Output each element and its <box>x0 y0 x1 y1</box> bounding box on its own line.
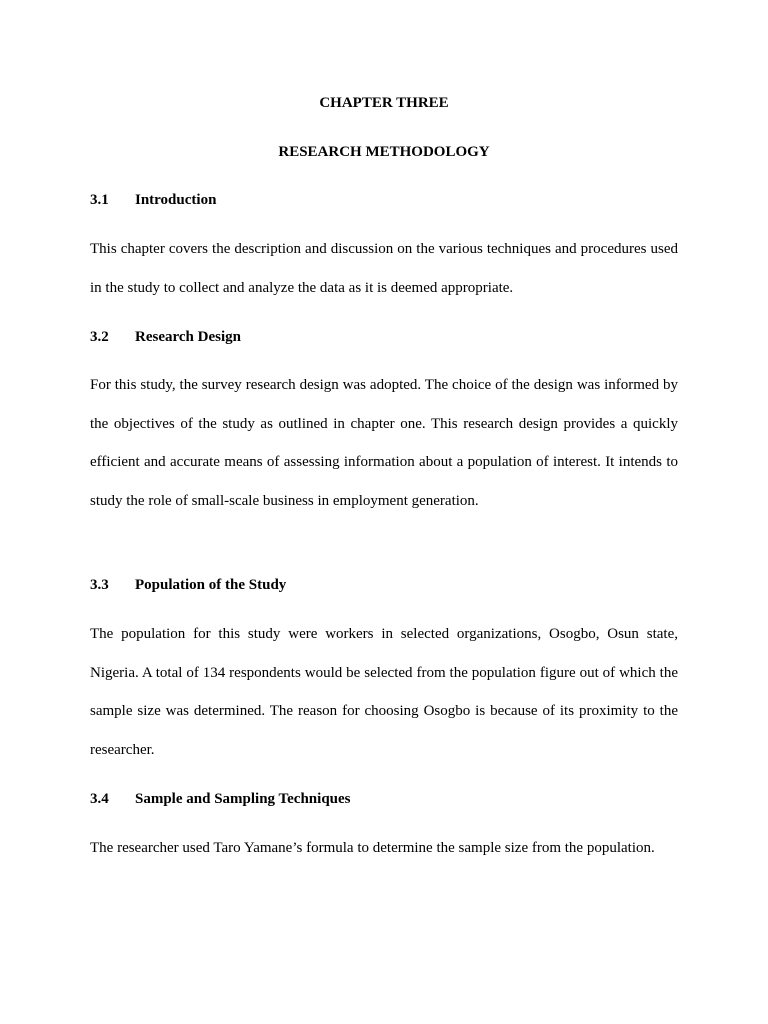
chapter-title: RESEARCH METHODOLOGY <box>278 144 490 160</box>
section-number: 3.1 <box>90 192 109 208</box>
section-paragraph-introduction: This chapter covers the description and discussion on the various techniques and procedures used in the study to collect and analyze the data as it is deemed appropriate. <box>90 241 678 296</box>
section-paragraph-population: The population for this study were workers in selected organizations, Osogbo, Osun state, Nigeria. A total of 134 respondents would be selected from the population figure out of which the sample size was determined. The reason for choosing Osogbo is because of its proximity to the researcher. <box>90 626 678 758</box>
section-paragraph-research-design: For this study, the survey research design was adopted. The choice of the design was informed by the objectives of the study as outlined in chapter one. This research design provides a quickly efficient and accurate means of assessing information about a population of interest. It intends to study the role of small-scale business in employment generation. <box>90 377 678 509</box>
section-title: Population of the Study <box>135 577 287 593</box>
section-number: 3.4 <box>90 791 109 807</box>
section-heading-introduction <box>90 190 678 210</box>
section-title: Sample and Sampling Techniques <box>135 791 351 807</box>
section-title: Introduction <box>135 192 217 208</box>
section-heading-research-design <box>90 327 678 347</box>
section-number: 3.2 <box>90 329 109 345</box>
section-number: 3.3 <box>90 577 109 593</box>
section-heading-population <box>90 575 678 595</box>
section-paragraph-sampling: The researcher used Taro Yamane’s formula to determine the sample size from the population. <box>90 840 655 856</box>
chapter-number: CHAPTER THREE <box>319 95 449 111</box>
section-heading-sampling <box>90 789 678 809</box>
section-title: Research Design <box>135 329 241 345</box>
